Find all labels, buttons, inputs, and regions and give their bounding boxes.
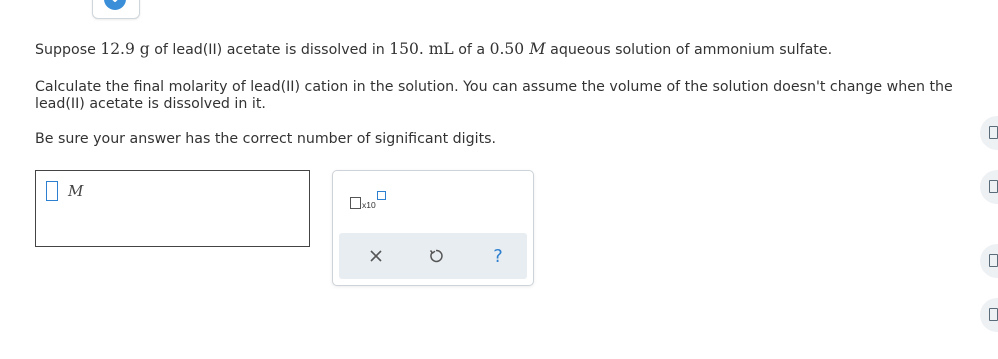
problem-statement: Suppose 12.9 g of lead(II) acetate is dissolved in 150. mL of a 0.50 M aqueous solution of ammonium sulfate. [35,39,833,58]
close-icon [369,249,383,263]
periodic-table-button[interactable] [980,170,998,204]
undo-icon [428,248,444,264]
problem-instruction: Calculate the final molarity of lead(II) cation in the solution. You can assume the volume of the solution doesn't change when the lead(II) acetate is dissolved in it. [35,79,953,112]
data-button[interactable] [980,298,998,332]
scientific-notation-button[interactable] [350,191,392,213]
data-icon [989,308,998,321]
scientific-notation-icon [350,197,361,209]
chevron-down-icon [104,0,126,10]
collapse-tab[interactable] [92,0,140,19]
exponent-box [377,191,386,200]
help-button[interactable] [485,243,511,269]
periodic-table-icon [989,180,998,193]
mass-value: 12.9 [100,40,135,58]
answer-cursor[interactable] [46,181,58,201]
undo-button[interactable] [423,243,449,269]
volume-value: 150. [389,40,424,58]
calculator-icon [989,126,998,139]
notes-icon [989,254,998,267]
keypad-action-bar [339,233,527,279]
concentration-value: 0.50 [489,40,525,58]
help-icon: ? [493,245,503,267]
clear-button[interactable] [363,243,389,269]
answer-input[interactable] [35,170,310,247]
x10-label: x10 [362,200,376,210]
answer-unit: M [68,182,84,200]
math-keypad [332,170,534,286]
sig-fig-note: Be sure your answer has the correct number of significant digits. [35,131,497,147]
side-toolbar [980,112,998,332]
calculator-button[interactable] [980,116,998,150]
notes-button[interactable] [980,244,998,278]
